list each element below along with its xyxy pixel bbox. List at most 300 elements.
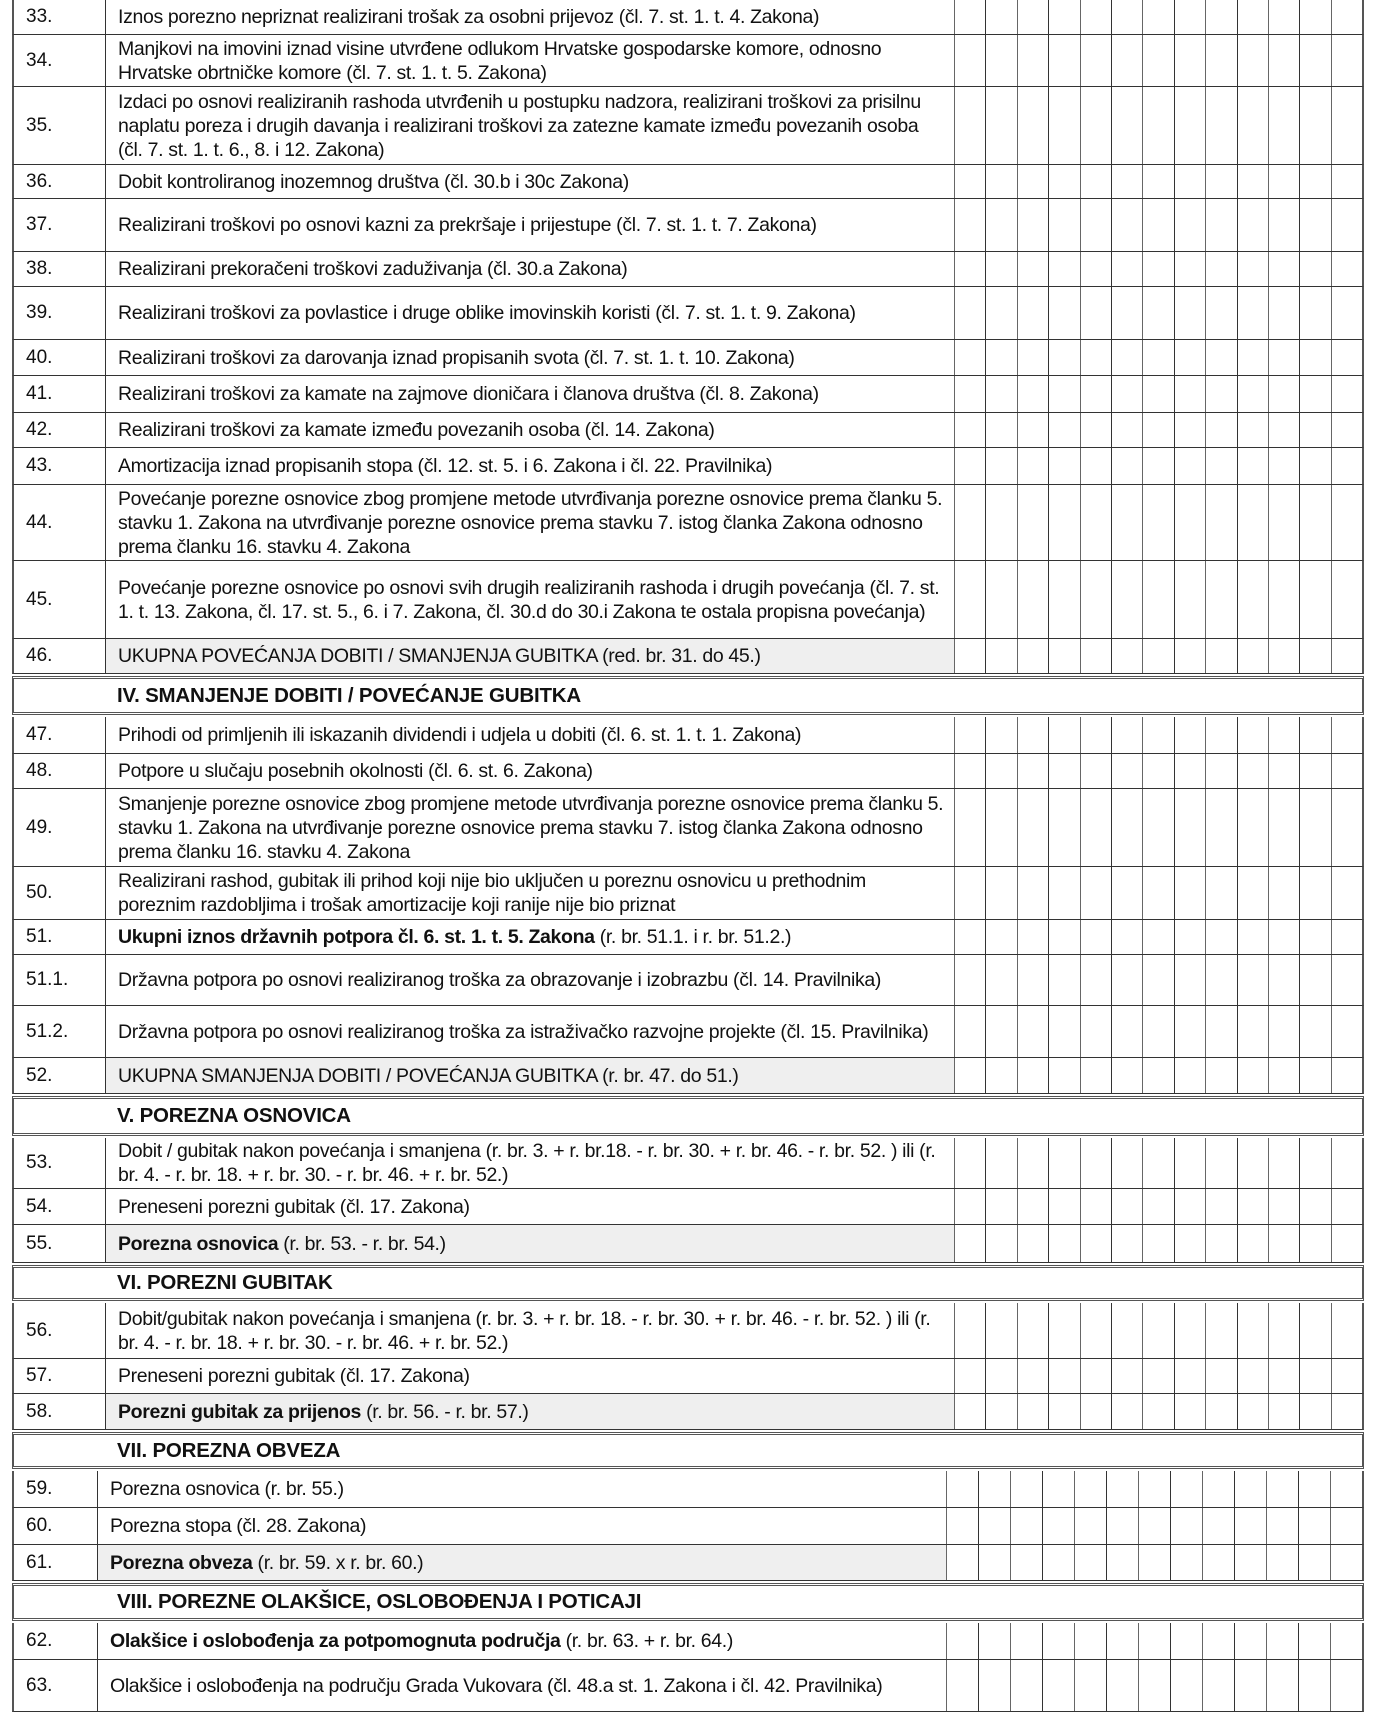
amount-digit-cell[interactable] [1010,1508,1042,1544]
amount-digit-cell[interactable] [1331,1189,1362,1224]
amount-digit-cell[interactable] [1074,1545,1106,1580]
amount-digit-cell[interactable] [954,0,985,34]
amount-digit-cell[interactable] [1048,920,1079,954]
amount-digit-cell[interactable] [1017,35,1048,86]
amount-digit-cell[interactable] [1074,1471,1106,1507]
amount-digit-cell[interactable] [1017,920,1048,954]
amount-digit-cell[interactable] [1268,1058,1299,1093]
amount-digit-cell[interactable] [1299,87,1330,164]
amount-digit-cell[interactable] [954,340,985,375]
amount-digit-cell[interactable] [1205,287,1236,339]
amount-digit-cell[interactable] [1234,1660,1266,1711]
amount-digit-cell[interactable] [1142,287,1173,339]
amount-digit-cell[interactable] [1142,1138,1173,1188]
amount-digit-cell[interactable] [1142,252,1173,286]
amount-digit-cell[interactable] [1174,867,1205,919]
amount-digit-cell[interactable] [1042,1660,1074,1711]
amount-digit-cell[interactable] [1111,754,1142,788]
amount-input-cells[interactable] [954,0,1362,34]
amount-digit-cell[interactable] [1174,287,1205,339]
amount-digit-cell[interactable] [1017,87,1048,164]
amount-digit-cell[interactable] [1331,561,1362,638]
amount-digit-cell[interactable] [1268,920,1299,954]
amount-digit-cell[interactable] [1048,1189,1079,1224]
amount-digit-cell[interactable] [1142,413,1173,447]
amount-digit-cell[interactable] [1080,1225,1111,1262]
amount-digit-cell[interactable] [1042,1545,1074,1580]
amount-digit-cell[interactable] [1237,165,1268,198]
amount-digit-cell[interactable] [1205,955,1236,1005]
amount-digit-cell[interactable] [1331,920,1362,954]
amount-digit-cell[interactable] [1048,252,1079,286]
amount-digit-cell[interactable] [1017,448,1048,484]
amount-digit-cell[interactable] [1268,1189,1299,1224]
amount-digit-cell[interactable] [1268,287,1299,339]
amount-digit-cell[interactable] [1202,1660,1234,1711]
amount-input-cells[interactable] [954,35,1362,86]
amount-digit-cell[interactable] [1330,1660,1362,1711]
amount-digit-cell[interactable] [1299,287,1330,339]
amount-digit-cell[interactable] [1048,485,1079,560]
amount-input-cells[interactable] [954,1394,1362,1429]
amount-digit-cell[interactable] [1174,561,1205,638]
amount-digit-cell[interactable] [1299,376,1330,412]
amount-digit-cell[interactable] [1074,1660,1106,1711]
amount-digit-cell[interactable] [1237,1359,1268,1393]
amount-input-cells[interactable] [954,639,1362,673]
amount-digit-cell[interactable] [1174,920,1205,954]
amount-digit-cell[interactable] [1111,448,1142,484]
amount-digit-cell[interactable] [1010,1545,1042,1580]
amount-digit-cell[interactable] [985,867,1016,919]
amount-digit-cell[interactable] [1237,920,1268,954]
amount-digit-cell[interactable] [985,35,1016,86]
amount-digit-cell[interactable] [1205,754,1236,788]
amount-digit-cell[interactable] [1331,35,1362,86]
amount-digit-cell[interactable] [1142,754,1173,788]
amount-digit-cell[interactable] [1142,1006,1173,1057]
amount-digit-cell[interactable] [1017,1138,1048,1188]
amount-digit-cell[interactable] [1174,413,1205,447]
amount-digit-cell[interactable] [1111,485,1142,560]
amount-digit-cell[interactable] [985,287,1016,339]
amount-digit-cell[interactable] [1042,1623,1074,1659]
amount-digit-cell[interactable] [954,1189,985,1224]
amount-digit-cell[interactable] [1080,287,1111,339]
amount-digit-cell[interactable] [1330,1545,1362,1580]
amount-digit-cell[interactable] [1331,340,1362,375]
amount-digit-cell[interactable] [1080,1303,1111,1358]
amount-digit-cell[interactable] [1331,165,1362,198]
amount-digit-cell[interactable] [1080,639,1111,673]
amount-digit-cell[interactable] [1266,1623,1298,1659]
amount-digit-cell[interactable] [1268,561,1299,638]
amount-digit-cell[interactable] [954,199,985,251]
amount-digit-cell[interactable] [1237,789,1268,866]
amount-digit-cell[interactable] [985,165,1016,198]
amount-digit-cell[interactable] [1205,1359,1236,1393]
amount-input-cells[interactable] [954,1189,1362,1224]
amount-digit-cell[interactable] [1017,199,1048,251]
amount-input-cells[interactable] [954,1138,1362,1188]
amount-digit-cell[interactable] [1048,955,1079,1005]
amount-input-cells[interactable] [954,252,1362,286]
amount-digit-cell[interactable] [1017,376,1048,412]
amount-digit-cell[interactable] [1299,1138,1330,1188]
amount-digit-cell[interactable] [1142,789,1173,866]
amount-digit-cell[interactable] [1142,87,1173,164]
amount-digit-cell[interactable] [1237,1394,1268,1429]
amount-digit-cell[interactable] [985,0,1016,34]
amount-digit-cell[interactable] [1266,1508,1298,1544]
amount-digit-cell[interactable] [1237,1189,1268,1224]
amount-digit-cell[interactable] [1048,413,1079,447]
amount-digit-cell[interactable] [1202,1471,1234,1507]
amount-digit-cell[interactable] [1080,1189,1111,1224]
amount-digit-cell[interactable] [1048,199,1079,251]
amount-digit-cell[interactable] [985,1359,1016,1393]
amount-digit-cell[interactable] [1111,867,1142,919]
amount-input-cells[interactable] [946,1508,1362,1544]
amount-input-cells[interactable] [954,754,1362,788]
amount-digit-cell[interactable] [1205,1394,1236,1429]
amount-digit-cell[interactable] [1237,1058,1268,1093]
amount-digit-cell[interactable] [1268,252,1299,286]
amount-digit-cell[interactable] [1017,1006,1048,1057]
amount-digit-cell[interactable] [1080,165,1111,198]
amount-digit-cell[interactable] [1142,717,1173,753]
amount-digit-cell[interactable] [1111,0,1142,34]
amount-digit-cell[interactable] [946,1623,978,1659]
amount-digit-cell[interactable] [1080,87,1111,164]
amount-digit-cell[interactable] [1205,639,1236,673]
amount-digit-cell[interactable] [1017,340,1048,375]
amount-digit-cell[interactable] [1299,165,1330,198]
amount-digit-cell[interactable] [1237,1303,1268,1358]
amount-digit-cell[interactable] [1042,1508,1074,1544]
amount-digit-cell[interactable] [954,165,985,198]
amount-input-cells[interactable] [954,287,1362,339]
amount-input-cells[interactable] [954,955,1362,1005]
amount-digit-cell[interactable] [1237,448,1268,484]
amount-digit-cell[interactable] [1017,561,1048,638]
amount-digit-cell[interactable] [1080,35,1111,86]
amount-digit-cell[interactable] [1237,485,1268,560]
amount-digit-cell[interactable] [1331,1359,1362,1393]
amount-digit-cell[interactable] [1111,1006,1142,1057]
amount-digit-cell[interactable] [1010,1660,1042,1711]
amount-digit-cell[interactable] [1205,717,1236,753]
amount-digit-cell[interactable] [954,87,985,164]
amount-digit-cell[interactable] [1266,1545,1298,1580]
amount-digit-cell[interactable] [1174,1394,1205,1429]
amount-digit-cell[interactable] [1299,754,1330,788]
amount-input-cells[interactable] [954,413,1362,447]
amount-digit-cell[interactable] [1111,340,1142,375]
amount-digit-cell[interactable] [985,1058,1016,1093]
amount-digit-cell[interactable] [1017,955,1048,1005]
amount-digit-cell[interactable] [1299,199,1330,251]
amount-digit-cell[interactable] [1142,639,1173,673]
amount-digit-cell[interactable] [954,639,985,673]
amount-digit-cell[interactable] [1205,87,1236,164]
amount-digit-cell[interactable] [1331,955,1362,1005]
amount-digit-cell[interactable] [978,1660,1010,1711]
amount-digit-cell[interactable] [954,448,985,484]
amount-digit-cell[interactable] [1331,0,1362,34]
amount-digit-cell[interactable] [1205,867,1236,919]
amount-digit-cell[interactable] [1048,639,1079,673]
amount-input-cells[interactable] [946,1471,1362,1507]
amount-digit-cell[interactable] [1080,0,1111,34]
amount-digit-cell[interactable] [1080,1006,1111,1057]
amount-digit-cell[interactable] [1299,448,1330,484]
amount-input-cells[interactable] [954,561,1362,638]
amount-digit-cell[interactable] [1331,754,1362,788]
amount-digit-cell[interactable] [1111,955,1142,1005]
amount-digit-cell[interactable] [1237,340,1268,375]
amount-digit-cell[interactable] [985,955,1016,1005]
amount-digit-cell[interactable] [1080,252,1111,286]
amount-digit-cell[interactable] [1080,1359,1111,1393]
amount-digit-cell[interactable] [1111,1189,1142,1224]
amount-digit-cell[interactable] [1074,1623,1106,1659]
amount-digit-cell[interactable] [1048,1006,1079,1057]
amount-digit-cell[interactable] [954,789,985,866]
amount-digit-cell[interactable] [1331,1394,1362,1429]
amount-digit-cell[interactable] [1205,789,1236,866]
amount-digit-cell[interactable] [1202,1623,1234,1659]
amount-digit-cell[interactable] [1205,561,1236,638]
amount-input-cells[interactable] [946,1660,1362,1711]
amount-digit-cell[interactable] [1205,413,1236,447]
amount-digit-cell[interactable] [1170,1471,1202,1507]
amount-input-cells[interactable] [946,1545,1362,1580]
amount-digit-cell[interactable] [1080,376,1111,412]
amount-digit-cell[interactable] [1111,789,1142,866]
amount-digit-cell[interactable] [1331,1058,1362,1093]
amount-input-cells[interactable] [954,199,1362,251]
amount-input-cells[interactable] [954,1359,1362,1393]
amount-digit-cell[interactable] [1170,1508,1202,1544]
amount-digit-cell[interactable] [1174,485,1205,560]
amount-digit-cell[interactable] [1268,639,1299,673]
amount-digit-cell[interactable] [954,1138,985,1188]
amount-digit-cell[interactable] [1142,920,1173,954]
amount-digit-cell[interactable] [1331,413,1362,447]
amount-digit-cell[interactable] [1048,1303,1079,1358]
amount-digit-cell[interactable] [1017,1394,1048,1429]
amount-digit-cell[interactable] [1111,1303,1142,1358]
amount-digit-cell[interactable] [1205,252,1236,286]
amount-digit-cell[interactable] [1266,1471,1298,1507]
amount-digit-cell[interactable] [1331,717,1362,753]
amount-digit-cell[interactable] [1268,485,1299,560]
amount-digit-cell[interactable] [1017,1359,1048,1393]
amount-input-cells[interactable] [954,1303,1362,1358]
amount-digit-cell[interactable] [1048,376,1079,412]
amount-digit-cell[interactable] [1017,1058,1048,1093]
amount-digit-cell[interactable] [1048,561,1079,638]
amount-digit-cell[interactable] [1299,717,1330,753]
amount-digit-cell[interactable] [1237,0,1268,34]
amount-digit-cell[interactable] [1010,1471,1042,1507]
amount-digit-cell[interactable] [1331,639,1362,673]
amount-digit-cell[interactable] [1017,754,1048,788]
amount-digit-cell[interactable] [1299,1189,1330,1224]
amount-digit-cell[interactable] [1237,754,1268,788]
amount-digit-cell[interactable] [946,1508,978,1544]
amount-digit-cell[interactable] [1174,448,1205,484]
amount-digit-cell[interactable] [1042,1471,1074,1507]
amount-digit-cell[interactable] [1170,1545,1202,1580]
amount-digit-cell[interactable] [1080,1058,1111,1093]
amount-digit-cell[interactable] [1048,754,1079,788]
amount-digit-cell[interactable] [1299,35,1330,86]
amount-digit-cell[interactable] [1298,1660,1330,1711]
amount-digit-cell[interactable] [1331,448,1362,484]
amount-digit-cell[interactable] [1331,1006,1362,1057]
amount-digit-cell[interactable] [1017,485,1048,560]
amount-digit-cell[interactable] [1174,376,1205,412]
amount-digit-cell[interactable] [1268,340,1299,375]
amount-digit-cell[interactable] [1174,955,1205,1005]
amount-digit-cell[interactable] [1048,1058,1079,1093]
amount-digit-cell[interactable] [1017,165,1048,198]
amount-digit-cell[interactable] [1234,1623,1266,1659]
amount-digit-cell[interactable] [1048,448,1079,484]
amount-digit-cell[interactable] [1080,867,1111,919]
amount-input-cells[interactable] [954,165,1362,198]
amount-digit-cell[interactable] [1111,639,1142,673]
amount-digit-cell[interactable] [978,1508,1010,1544]
amount-digit-cell[interactable] [1048,1394,1079,1429]
amount-digit-cell[interactable] [1170,1623,1202,1659]
amount-digit-cell[interactable] [1174,35,1205,86]
amount-digit-cell[interactable] [1268,165,1299,198]
amount-digit-cell[interactable] [1017,252,1048,286]
amount-digit-cell[interactable] [1174,87,1205,164]
amount-input-cells[interactable] [954,87,1362,164]
amount-digit-cell[interactable] [1331,199,1362,251]
amount-digit-cell[interactable] [1299,1303,1330,1358]
amount-digit-cell[interactable] [985,789,1016,866]
amount-digit-cell[interactable] [1268,1359,1299,1393]
amount-digit-cell[interactable] [1268,955,1299,1005]
amount-digit-cell[interactable] [1017,413,1048,447]
amount-digit-cell[interactable] [1237,717,1268,753]
amount-digit-cell[interactable] [954,955,985,1005]
amount-digit-cell[interactable] [1299,1058,1330,1093]
amount-digit-cell[interactable] [1142,199,1173,251]
amount-digit-cell[interactable] [985,340,1016,375]
amount-digit-cell[interactable] [1138,1471,1170,1507]
amount-digit-cell[interactable] [985,754,1016,788]
amount-digit-cell[interactable] [1237,867,1268,919]
amount-digit-cell[interactable] [1205,1189,1236,1224]
amount-input-cells[interactable] [954,340,1362,375]
amount-digit-cell[interactable] [1048,1359,1079,1393]
amount-digit-cell[interactable] [1268,717,1299,753]
amount-digit-cell[interactable] [1299,955,1330,1005]
amount-digit-cell[interactable] [1048,87,1079,164]
amount-digit-cell[interactable] [954,376,985,412]
amount-digit-cell[interactable] [1298,1471,1330,1507]
amount-digit-cell[interactable] [1017,717,1048,753]
amount-digit-cell[interactable] [1142,867,1173,919]
amount-digit-cell[interactable] [1205,340,1236,375]
amount-digit-cell[interactable] [1142,1225,1173,1262]
amount-digit-cell[interactable] [1048,1225,1079,1262]
amount-digit-cell[interactable] [1142,1303,1173,1358]
amount-digit-cell[interactable] [1048,35,1079,86]
amount-digit-cell[interactable] [985,87,1016,164]
amount-digit-cell[interactable] [1080,955,1111,1005]
amount-digit-cell[interactable] [1205,376,1236,412]
amount-input-cells[interactable] [954,867,1362,919]
amount-digit-cell[interactable] [1330,1508,1362,1544]
amount-digit-cell[interactable] [1268,199,1299,251]
amount-digit-cell[interactable] [1111,561,1142,638]
amount-digit-cell[interactable] [1268,1225,1299,1262]
amount-digit-cell[interactable] [1138,1623,1170,1659]
amount-digit-cell[interactable] [1142,448,1173,484]
amount-digit-cell[interactable] [1298,1508,1330,1544]
amount-digit-cell[interactable] [1299,1394,1330,1429]
amount-digit-cell[interactable] [1331,1225,1362,1262]
amount-digit-cell[interactable] [1268,1138,1299,1188]
amount-digit-cell[interactable] [1111,1359,1142,1393]
amount-digit-cell[interactable] [1174,789,1205,866]
amount-digit-cell[interactable] [1017,789,1048,866]
amount-digit-cell[interactable] [985,639,1016,673]
amount-digit-cell[interactable] [1048,867,1079,919]
amount-digit-cell[interactable] [1048,340,1079,375]
amount-digit-cell[interactable] [1237,955,1268,1005]
amount-digit-cell[interactable] [1268,413,1299,447]
amount-digit-cell[interactable] [954,287,985,339]
amount-digit-cell[interactable] [1017,639,1048,673]
amount-digit-cell[interactable] [1170,1660,1202,1711]
amount-digit-cell[interactable] [1174,754,1205,788]
amount-digit-cell[interactable] [1017,287,1048,339]
amount-digit-cell[interactable] [1299,0,1330,34]
amount-digit-cell[interactable] [1237,252,1268,286]
amount-digit-cell[interactable] [1080,448,1111,484]
amount-digit-cell[interactable] [1205,199,1236,251]
amount-digit-cell[interactable] [1331,867,1362,919]
amount-digit-cell[interactable] [954,1303,985,1358]
amount-digit-cell[interactable] [1299,1225,1330,1262]
amount-digit-cell[interactable] [1111,199,1142,251]
amount-digit-cell[interactable] [1010,1623,1042,1659]
amount-digit-cell[interactable] [1142,1058,1173,1093]
amount-input-cells[interactable] [954,1006,1362,1057]
amount-digit-cell[interactable] [1174,340,1205,375]
amount-digit-cell[interactable] [1048,789,1079,866]
amount-input-cells[interactable] [954,448,1362,484]
amount-digit-cell[interactable] [1268,0,1299,34]
amount-digit-cell[interactable] [985,1225,1016,1262]
amount-digit-cell[interactable] [1299,413,1330,447]
amount-digit-cell[interactable] [1174,1006,1205,1057]
amount-digit-cell[interactable] [1080,485,1111,560]
amount-digit-cell[interactable] [1266,1660,1298,1711]
amount-digit-cell[interactable] [1080,1138,1111,1188]
amount-digit-cell[interactable] [985,252,1016,286]
amount-digit-cell[interactable] [1174,199,1205,251]
amount-digit-cell[interactable] [1202,1545,1234,1580]
